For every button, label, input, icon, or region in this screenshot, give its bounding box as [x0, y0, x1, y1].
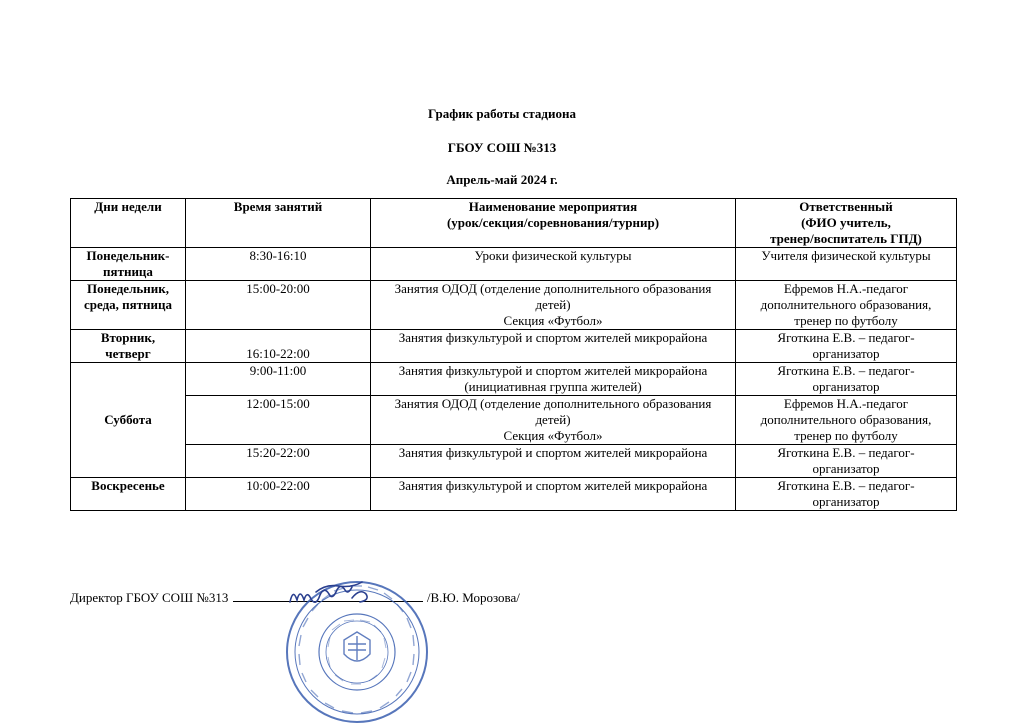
event-line2: детей): [535, 412, 571, 427]
day-line1: Понедельник,: [87, 281, 169, 296]
row-responsible: [736, 363, 957, 396]
row-time: 10:00-22:00: [186, 478, 371, 511]
row-responsible: [736, 281, 957, 330]
row-time: 15:00-20:00: [186, 281, 371, 330]
day-line1: Вторник,: [100, 330, 156, 345]
resp-line1: Яготкина Е.В. – педагог-: [777, 445, 915, 460]
row-event: Занятия физкультурой и спортом жителей микрорайона: [371, 478, 736, 511]
row-event: Уроки физической культуры: [371, 248, 736, 281]
header-time: [186, 199, 371, 248]
event-line3: Секция «Футбол»: [503, 313, 603, 328]
row-event: Занятия физкультурой и спортом жителей микрорайона: [371, 445, 736, 478]
event-line2: (инициативная группа жителей): [464, 379, 642, 394]
row-event: [371, 363, 736, 396]
resp-line1: Яготкина Е.В. – педагог-: [777, 478, 915, 493]
header-event-line1: Наименование мероприятия: [468, 199, 638, 214]
event-line3: Секция «Футбол»: [503, 428, 603, 443]
event-line1: Занятия физкультурой и спортом жителей микрорайона: [398, 363, 708, 378]
event-line1: Занятия ОДОД (отделение дополнительного образования: [394, 281, 712, 296]
row-event: [371, 281, 736, 330]
schedule-period: Апрель-май 2024 г.: [446, 172, 558, 187]
school-name: ГБОУ СОШ №313: [447, 140, 557, 155]
resp-line2: дополнительного образования,: [760, 412, 932, 427]
row-day: [71, 330, 186, 363]
director-label: Директор ГБОУ СОШ №313: [70, 590, 229, 605]
day-line2: четверг: [105, 346, 151, 361]
resp-line1: Ефремов Н.А.-педагог: [783, 396, 909, 411]
row-day: [71, 248, 186, 281]
director-name: /В.Ю. Морозова/: [426, 590, 520, 605]
row-responsible: [736, 478, 957, 511]
header-resp-line3: тренер/воспитатель ГПД): [770, 231, 922, 246]
header-event: [371, 199, 736, 248]
document-title: График работы стадиона: [428, 106, 576, 121]
header-days-label: Дни недели: [94, 199, 162, 214]
row-responsible: [736, 396, 957, 445]
row-day-saturday: Суббота: [71, 363, 186, 478]
row-time: 9:00-11:00: [186, 363, 371, 396]
row-responsible: Учителя физической культуры: [736, 248, 957, 281]
resp-line2: организатор: [812, 494, 880, 509]
header-event-line2: (урок/секция/соревнования/турнир): [446, 215, 660, 230]
day-line2: среда, пятница: [83, 297, 173, 312]
header-time-label: Время занятий: [233, 199, 323, 214]
day-line2: пятница: [103, 264, 153, 279]
schedule-table: [70, 198, 957, 511]
row-responsible: [736, 330, 957, 363]
table-row: [71, 445, 957, 478]
row-event: Занятия физкультурой и спортом жителей микрорайона: [371, 330, 736, 363]
table-row: [71, 330, 957, 363]
resp-line2: организатор: [812, 461, 880, 476]
header-resp-line2: (ФИО учитель,: [801, 215, 891, 230]
table-row: [71, 396, 957, 445]
row-day: [71, 281, 186, 330]
event-line2: детей): [535, 297, 571, 312]
header-days: [71, 199, 186, 248]
resp-line2: организатор: [812, 346, 880, 361]
row-time: 15:20-22:00: [186, 445, 371, 478]
header-responsible: [736, 199, 957, 248]
handwritten-signature-icon: [286, 578, 386, 618]
resp-line3: тренер по футболу: [794, 428, 898, 443]
row-time: 16:10-22:00: [186, 330, 371, 363]
table-row: [71, 478, 957, 511]
table-row: [71, 363, 957, 396]
row-time: 12:00-15:00: [186, 396, 371, 445]
resp-line2: дополнительного образования,: [760, 297, 932, 312]
resp-line2: организатор: [812, 379, 880, 394]
table-row: [71, 281, 957, 330]
day-line1: Понедельник-: [86, 248, 170, 263]
row-event: [371, 396, 736, 445]
row-responsible: [736, 445, 957, 478]
table-header-row: [71, 199, 957, 248]
resp-line3: тренер по футболу: [794, 313, 898, 328]
table-row: [71, 248, 957, 281]
resp-line1: Яготкина Е.В. – педагог-: [777, 330, 915, 345]
resp-line1: Яготкина Е.В. – педагог-: [777, 363, 915, 378]
header-resp-line1: Ответственный: [799, 199, 893, 214]
row-time: 8:30-16:10: [186, 248, 371, 281]
resp-line1: Ефремов Н.А.-педагог: [783, 281, 909, 296]
event-line1: Занятия ОДОД (отделение дополнительного образования: [394, 396, 712, 411]
row-day-sunday: Воскресенье: [71, 478, 186, 511]
